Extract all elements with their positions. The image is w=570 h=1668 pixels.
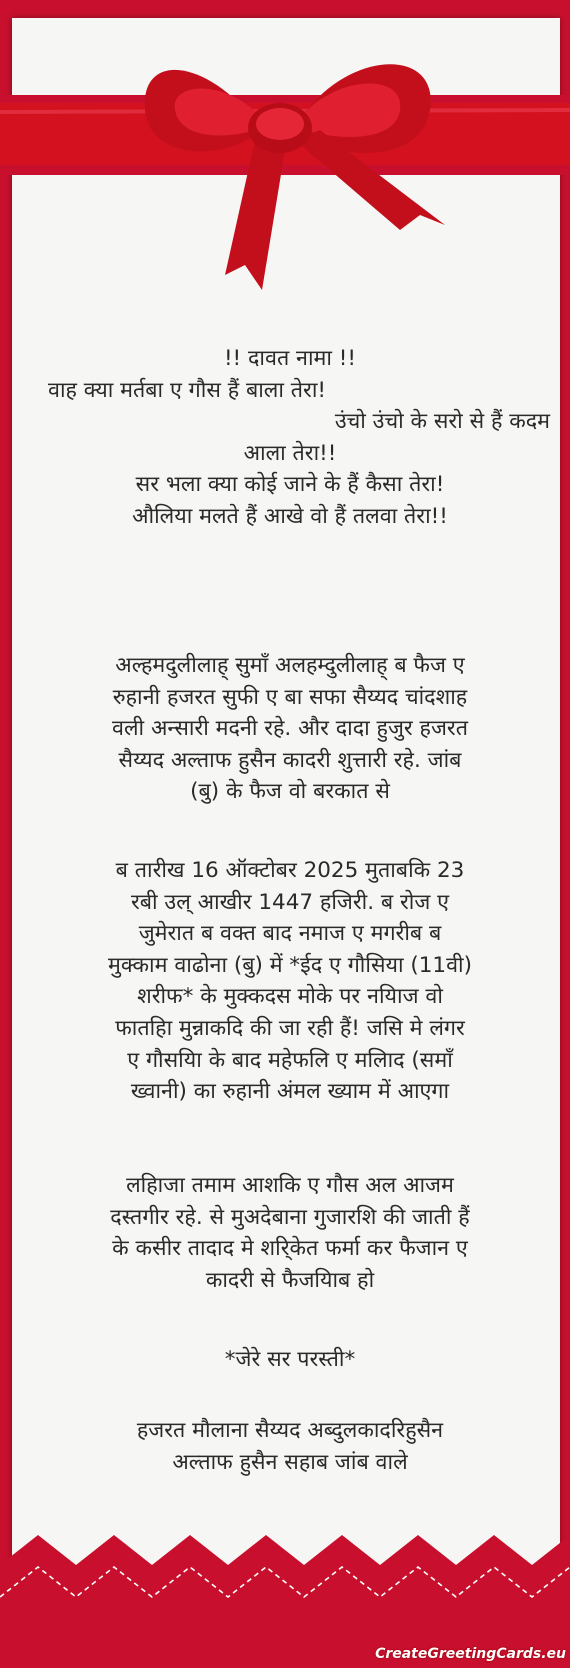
- signature-line: हजरत मौलाना सैय्यद अब्दुलकादरिहुसैन: [136, 1418, 444, 1443]
- paragraph-blessing: [30, 650, 550, 808]
- paragraph-line: फातहिा मुन्नाकदि की जा रही हैं! जसि मे लंगर: [115, 1015, 465, 1041]
- paragraph-line: ख्वानी) का रुहानी अंमल ख्याम में आएगा: [130, 1079, 450, 1105]
- red-ribbon-bow: [0, 0, 570, 300]
- paragraph-line: ए गौसयिा के बाद महेफलि ए मलिाद (समाँ: [127, 1047, 453, 1073]
- paragraph-line: सैय्यद अल्ताफ हुसैन कादरी शुत्तारी रहे. जांब: [118, 747, 462, 773]
- patronage-heading: [30, 1344, 550, 1376]
- poem-title: !! दावत नामा !!: [223, 346, 357, 371]
- paragraph-line: ब तारीख 16 ऑक्टोबर 2025 मुताबकि 23: [115, 858, 465, 883]
- paragraph-line: के कसीर तादाद मे शरि्केत फर्मा कर फैजान ए: [112, 1236, 468, 1262]
- poem-line: औलिया मलते हैं आखे वो हैं तलवा तेरा!!: [132, 503, 448, 529]
- paragraph-line: रबी उल् आखीर 1447 हजिरी. ब रोज ए: [130, 889, 450, 915]
- poem-line: सर भला क्या कोई जाने के हैं कैसा तेरा!: [135, 472, 445, 498]
- patronage-label: *जेरे सर परस्ती*: [224, 1347, 356, 1372]
- paragraph-event-details: [30, 855, 550, 1108]
- poem-line: वाह क्या मर्तबा ए गौस हैं बाला तेरा!: [48, 377, 327, 403]
- paragraph-request: [30, 1170, 550, 1296]
- paragraph-line: कादरी से फैजयिाब हो: [205, 1267, 375, 1293]
- watermark-logo: CreateGreetingCards.eu: [375, 1646, 566, 1662]
- signature-block: [30, 1415, 550, 1478]
- poem-section: [30, 343, 550, 533]
- paragraph-line: अल्हमदुलीलाह् सुमाँ अलहम्दुलीलाह् ब फैज ए: [115, 653, 465, 678]
- paragraph-line: मुक्काम वाढोना (बु) में *ईद ए गौसिया (11वी): [107, 952, 473, 978]
- paragraph-line: जुमेरात ब वक्त बाद नमाज ए मगरीब ब: [138, 921, 442, 947]
- paragraph-line: वली अन्सारी मदनी रहे. और दादा हुजुर हजरत: [112, 716, 468, 742]
- paragraph-line: (बु) के फैज वो बरकात से: [190, 779, 390, 805]
- poem-line: आला तेरा!!: [243, 440, 337, 466]
- paragraph-line: शरीफ* के मुक्कदस मोके पर नयिाज वो: [137, 984, 443, 1010]
- paragraph-line: दस्तगीर रहे. से मुअदेबाना गुजारशि की जाती हैं: [110, 1204, 470, 1230]
- poem-line: उंचो उंचो के सरो से हैं कदम: [334, 409, 550, 435]
- paragraph-line: रुहानी हजरत सुफी ए बा सफा सैय्यद चांदशाह: [112, 684, 468, 710]
- paragraph-line: लहिाजा तमाम आशकि ए गौस अल आजम: [126, 1173, 454, 1198]
- signature-line: अल्ताफ हुसैन सहाब जांब वाले: [172, 1449, 408, 1475]
